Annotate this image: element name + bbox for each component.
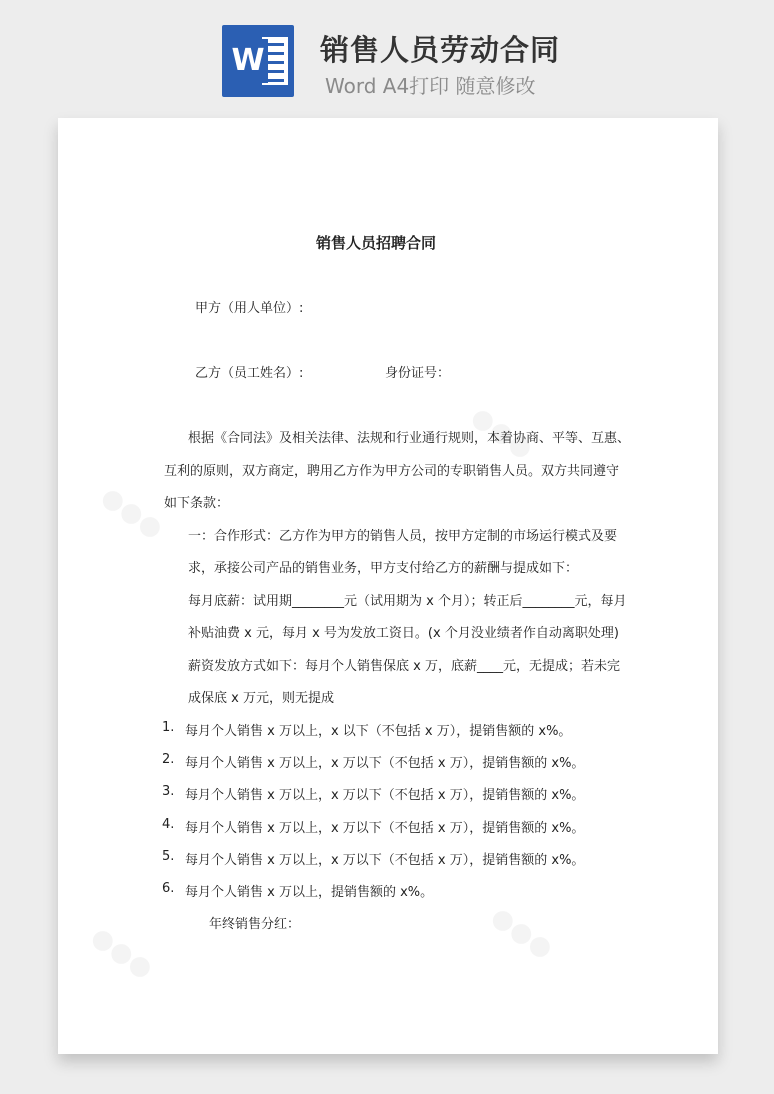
watermark: ●●● — [85, 921, 159, 985]
list-number: 1. — [162, 720, 175, 735]
party-b-label: 乙方（员工姓名）: — [195, 366, 304, 381]
salary-line: 补贴油费 x 元，每月 x 号为发放工资日。(x 个月没业绩者作自动离职处理) — [188, 626, 619, 641]
year-end-bonus-label: 年终销售分红： — [209, 917, 301, 932]
list-item: 每月个人销售 x 万以上，x 以下（不包括 x 万），提销售额的 x%。 — [185, 724, 572, 739]
list-item: 每月个人销售 x 万以上，提销售额的 x%。 — [185, 885, 434, 900]
clause-line: 求，承接公司产品的销售业务，甲方支付给乙方的薪酬与提成如下： — [188, 561, 579, 576]
preamble-line: 根据《合同法》及相关法律、法规和行业通行规则，本着协商、平等、互惠、 — [188, 431, 631, 446]
document-title: 销售人员招聘合同 — [316, 234, 437, 252]
banner-title: 销售人员劳动合同 — [320, 33, 561, 67]
preamble-line: 互利的原则，双方商定，聘用乙方作为甲方公司的专职销售人员。双方共同遵守 — [164, 464, 620, 479]
list-number: 3. — [162, 784, 175, 799]
watermark: ●●● — [95, 481, 169, 545]
word-icon — [222, 25, 294, 97]
payment-line: 薪资发放方式如下：每月个人销售保底 x 万，底薪____元，无提成；若未完 — [188, 659, 620, 674]
clause-line: 一：合作形式：乙方作为甲方的销售人员，按甲方定制的市场运行模式及要 — [188, 529, 618, 544]
list-item: 每月个人销售 x 万以上，x 万以下（不包括 x 万），提销售额的 x%。 — [185, 821, 585, 836]
id-number-label: 身份证号： — [385, 366, 451, 381]
payment-line: 成保底 x 万元，则无提成 — [188, 691, 334, 706]
list-number: 5. — [162, 849, 175, 864]
list-item: 每月个人销售 x 万以上，x 万以下（不包括 x 万），提销售额的 x%。 — [185, 853, 585, 868]
word-logo-letter: W — [228, 39, 268, 83]
preamble-line: 如下条款： — [164, 496, 230, 511]
list-item: 每月个人销售 x 万以上，x 万以下（不包括 x 万），提销售额的 x%。 — [185, 756, 585, 771]
document-page — [58, 118, 718, 1054]
salary-line: 每月底薪：试用期________元（试用期为 x 个月）；转正后________元，每月 — [188, 594, 627, 609]
list-item: 每月个人销售 x 万以上，x 万以下（不包括 x 万），提销售额的 x%。 — [185, 788, 585, 803]
list-number: 4. — [162, 817, 175, 832]
list-number: 6. — [162, 881, 175, 896]
header-banner — [0, 0, 774, 118]
watermark: ●●● — [465, 401, 539, 465]
watermark: ●●● — [485, 901, 559, 965]
party-a-label: 甲方（用人单位）: — [195, 301, 304, 316]
banner-subtitle: Word A4打印 随意修改 — [325, 74, 536, 98]
list-number: 2. — [162, 752, 175, 767]
